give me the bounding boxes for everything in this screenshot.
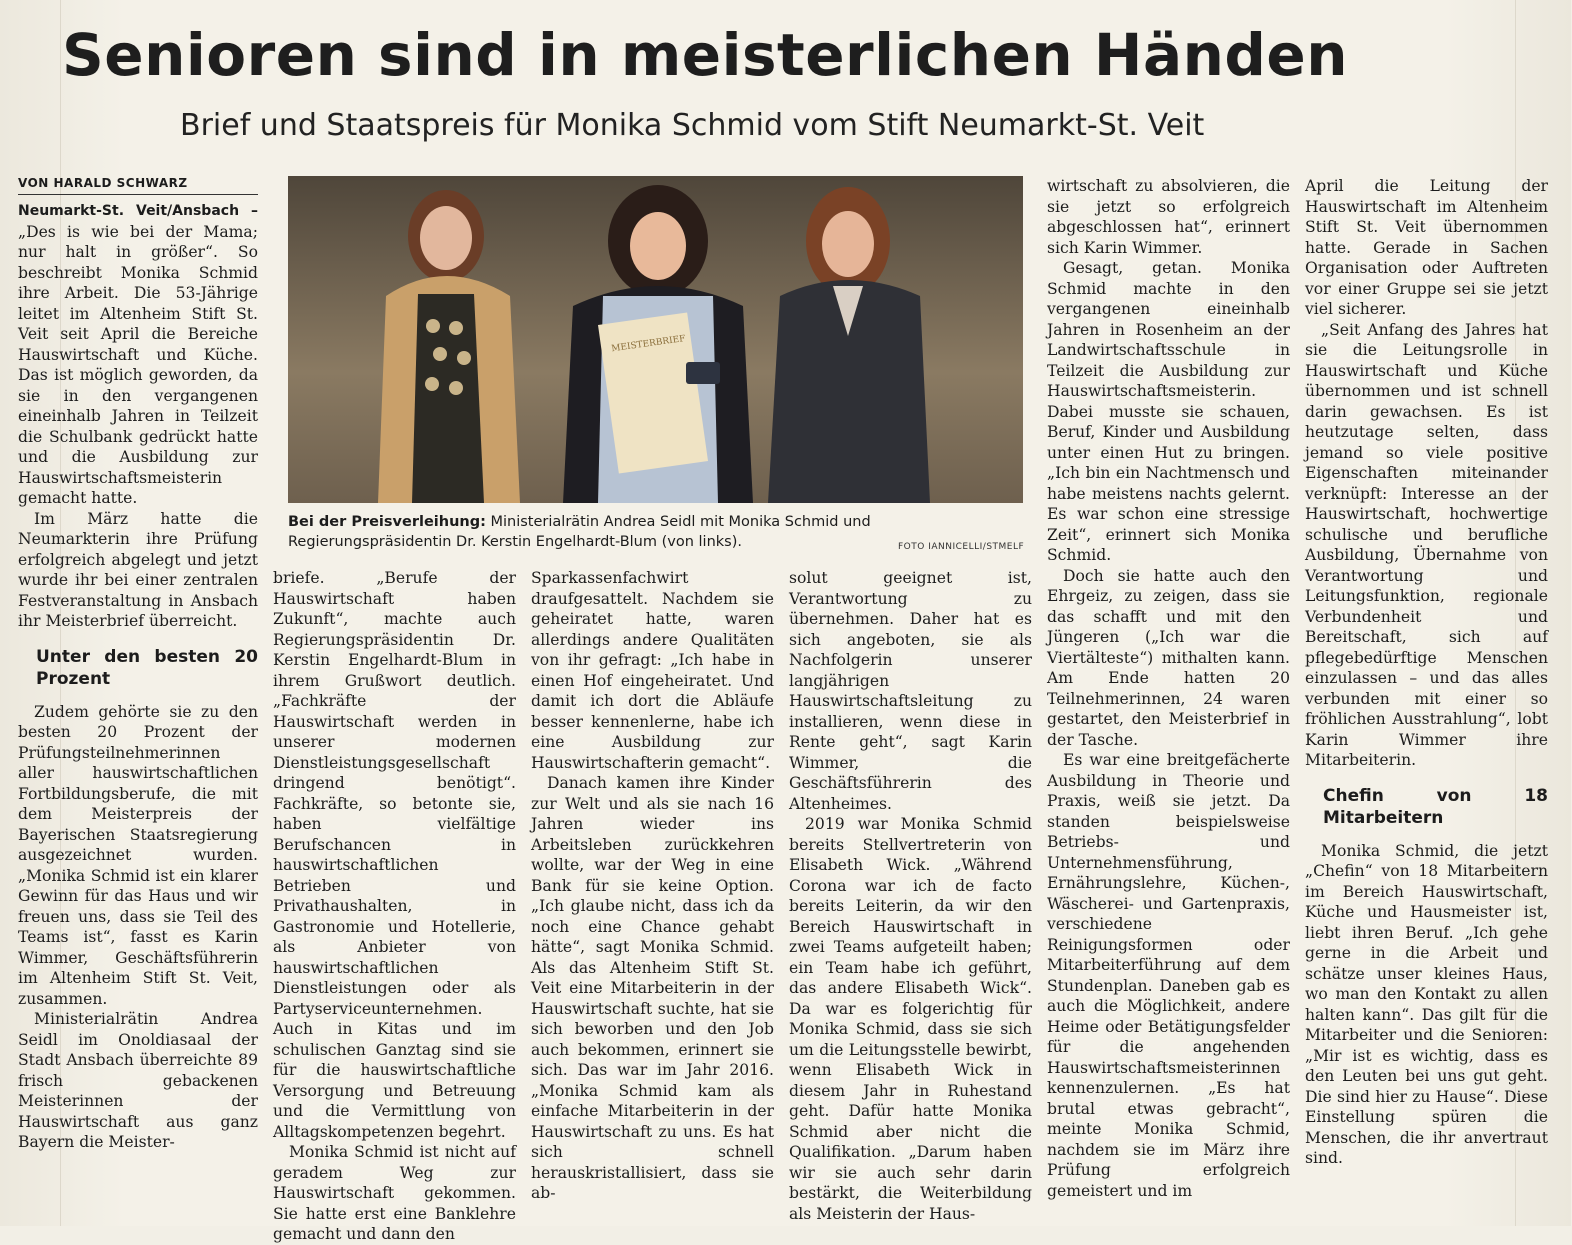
article-column-4 — [789, 568, 1032, 1223]
caption-lead: Bei der Preisverleihung: — [288, 514, 486, 530]
paragraph: Ministerialrätin Andrea Seidl im Onoldiasaal der Stadt Ansbach überreichte 89 frisch gebackenen Meisterinnen der Hauswirtschaft aus ganz Bayern die Meister- — [18, 1010, 258, 1151]
subheading: Chefin von 18 Mitarbeitern — [1323, 785, 1548, 828]
award-photo — [288, 176, 1023, 503]
paragraph: Gesagt, getan. Monika Schmid machte in den vergangenen eineinhalb Jahren in Rosenheim an der Landwirtschaftsschule in Teilzeit die Ausbildung zur Hauswirtschaftsmeisterin. Dabei musste sie schauen, Beruf, Kinder und Ausbildung unter einen Hut zu bringen. „Ich bin ein Nachtmensch und habe meistens nachts gelernt. Es war schon eine stressige Zeit“, erinnert sich Monika Schmid. — [1047, 259, 1290, 564]
paragraph: Doch sie hatte auch den Ehrgeiz, zu zeigen, dass sie das schafft und mit den Jüngeren („Ich war die Viertälteste“) mithalten kann. Am Ende hatten 20 Teilnehmerinnen, 24 waren gestartet, den Meisterbrief in der Tasche. — [1047, 566, 1290, 749]
article-column-5 — [1047, 176, 1290, 1220]
paragraph: briefe. „Berufe der Hauswirtschaft haben Zukunft“, machte auch Regierungspräsidentin Dr. Kerstin Engelhardt-Blum in ihrem Grußwort deutlich. „Fachkräfte der Hauswirtschaft werden in unserer modernen Dienstleistungsgesellschaft dringend benötigt“. Fachkräfte, so betonte sie, haben vielfältige Berufschancen in hauswirtschaftlichen Betrieben und Privathaushalten, in Gastronomie und Hotellerie, als Anbieter von hauswirtschaftlichen Dienstleistungen oder als Partyserviceunternehmen. Auch in Kitas und im schulischen Ganztag sind sie für die hauswirtschaftliche Versorgung und Betreuung und die Vermittlung von Alltagskompetenzen begehrt. — [273, 569, 516, 1141]
paragraph: Danach kamen ihre Kinder zur Welt und als sie nach 16 Jahren wieder ins Arbeitsleben zurückkehren wollte, war der Weg in eine Bank für sie keine Option. „Ich glaube nicht, dass ich da noch eine Chance gehabt hätte“, sagt Monika Schmid. Als das Altenheim Stift St. Veit eine Mitarbeiterin in der Hauswirtschaft suchte, hat sie sich beworben und den Job auch bekommen, erinnert sie sich. Das war im Jahr 2016. „Monika Schmid kam als einfache Mitarbeiterin in der Hauswirtschaft zu uns. Es hat sich schnell herauskristallisiert, dass sie ab- — [531, 774, 774, 1202]
paragraph: „Seit Anfang des Jahres hat sie die Leitungsrolle in Hauswirtschaft und Küche übernommen und ist schnell darin gewachsen. Es ist heutzutage selten, dass jemand so viele positive Eigenschaften miteinander verknüpft: Interesse an der Hauswirtschaft, hochwertige schulische und berufliche Ausbildung, Übernahme von Verantwortung und Leitungsfunktion, regionale Verbundenheit und Bereitschaft, sich auf pflegebedürftige Menschen einzulassen – und das alles verbunden mit einer so fröhlichen Ausstrahlung“, lobt Karin Wimmer ihre Mitarbeiterin. — [1305, 320, 1548, 769]
paragraph — [18, 200, 258, 509]
subheading: Unter den besten 20 Prozent — [36, 646, 258, 689]
subheadline: Brief und Staatspreis für Monika Schmid vom Stift Neumarkt-St. Veit — [180, 108, 1205, 143]
caption-text: Ministerialrätin Andrea Seidl mit Monika Schmid und Regierungspräsidentin Dr. Kerstin Engelhardt-Blum (von links). — [288, 514, 871, 550]
article-column-3 — [531, 568, 774, 1220]
paragraph: wirtschaft zu absolvieren, die sie jetzt so erfolgreich abgeschlossen hat“, erinnert sich Karin Wimmer. — [1047, 177, 1290, 257]
paragraph-text: „Des is wie bei der Mama; nur halt in größer“. So beschreibt Monika Schmid ihre Arbeit. Die 53-Jährige leitet im Altenheim Stift St. Veit seit April die Bereiche Hauswirtschaft und Küche. Das ist möglich geworden, da sie in den vergangenen eineinhalb Jahren in Teilzeit die Schulbank gedrückt hatte und die Ausbildung zur Hauswirtschaftsmeisterin gemacht hatte. — [18, 222, 258, 507]
byline: VON HARALD SCHWARZ — [18, 176, 258, 195]
medal-case — [686, 362, 720, 384]
photo-credit: FOTO IANNICELLI/STMELF — [898, 542, 1025, 552]
article-column-6 — [1305, 176, 1548, 1220]
dateline: Neumarkt-St. Veit/Ansbach – — [18, 203, 258, 219]
headline: Senioren sind in meisterlichen Händen — [62, 21, 1349, 89]
paragraph: solut geeignet ist, Verantwortung zu übernehmen. Daher hat es sich angeboten, sie als Nachfolgerin unserer langjährigen Hauswirtschaftsleitung zu installieren, wenn diese in Rente geht“, sagt Karin Wimmer, die Geschäftsführerin des Altenheimes. — [789, 569, 1032, 813]
article-column-2 — [273, 568, 516, 1243]
photo-illustration — [288, 176, 1023, 503]
article-column-1 — [18, 200, 258, 1220]
paragraph: Sparkassenfachwirt draufgesattelt. Nachdem sie geheiratet hatte, waren allerdings andere Qualitäten von ihr gefragt: „Ich habe in einen Hof eingeheiratet. Und damit ich dort die Abläufe besser kennenlerne, habe ich eine Ausbildung zur Hauswirtschafterin gemacht“. — [531, 569, 774, 772]
paragraph: Monika Schmid ist nicht auf geradem Weg zur Hauswirtschaft gekommen. Sie hatte erst eine Banklehre gemacht und dann den — [273, 1143, 516, 1243]
paragraph: Zudem gehörte sie zu den besten 20 Prozent der Prüfungsteilnehmerinnen aller hauswirtschaftlichen Fortbildungsberufe, die mit dem Meisterpreis der Bayerischen Staatsregierung ausgezeichnet wurden. „Monika Schmid ist ein klarer Gewinn für das Haus und wir freuen uns, dass sie Teil des Teams ist“, fasst es Karin Wimmer, Geschäftsführerin im Altenheim Stift St. Veit, zusammen. — [18, 702, 258, 1008]
paragraph: Im März hatte die Neumarkterin ihre Prüfung erfolgreich abgelegt und jetzt wurde ihr bei einer zentralen Festveranstaltung in Ansbach ihr Meisterbrief überreicht. — [18, 509, 258, 630]
paragraph: Es war eine breitgefächerte Ausbildung in Theorie und Praxis, weiß sie jetzt. Da standen beispielsweise Betriebs- und Unternehmensführung, Ernährungslehre, Küchen-, Wäscherei- und Gartenpraxis, verschiedene Reinigungsformen oder Mitarbeiterführung auf dem Stundenplan. Daneben gab es auch die Möglichkeit, andere Heime oder Betätigungsfelder für die angehenden Hauswirtschaftsmeisterinnen kennenzulernen. „Es hat brutal etwas gebracht“, meinte Monika Schmid, nachdem sie im März ihre Prüfung erfolgreich gemeistert und im — [1047, 751, 1290, 1200]
certificate-label: MEISTERBRIEF — [610, 334, 687, 355]
paragraph: 2019 war Monika Schmid bereits Stellvertreterin von Elisabeth Wick. „Während Corona war ich de facto bereits Leiterin, da wir den Bereich Hauswirtschaft in zwei Teams aufgeteilt haben; ein Team habe ich geführt, das andere Elisabeth Wick“. Da war es folgerichtig für Monika Schmid, dass sie sich um die Leitungsstelle bewirbt, wenn Elisabeth Wick in diesem Jahr in Ruhestand geht. Dafür hatte Monika Schmid aber nicht die Qualifikation. „Darum haben wir sie auch sehr darin bestärkt, die Weiterbildung als Meisterin der Haus- — [789, 815, 1032, 1223]
paragraph: Monika Schmid, die jetzt „Chefin“ von 18 Mitarbeitern im Bereich Hauswirtschaft, Küche und Hausmeister ist, liebt ihren Beruf. „Ich gehe gerne in die Arbeit und schätze unser kleines Haus, wo man den Kontakt zu allen halten kann“. Das gilt für die Mitarbeiter und die Senioren: „Mir ist es wichtig, dass es den Leuten bei uns gut geht. Die sind hier zu Hause“. Diese Einstellung spüren die Menschen, die ihr anvertraut sind. — [1305, 841, 1548, 1167]
paragraph: April die Leitung der Hauswirtschaft im Altenheim Stift St. Veit übernommen hatte. Gerade in Sachen Organisation oder Auftreten vor einer Gruppe sei sie jetzt viel sicherer. — [1305, 177, 1548, 318]
